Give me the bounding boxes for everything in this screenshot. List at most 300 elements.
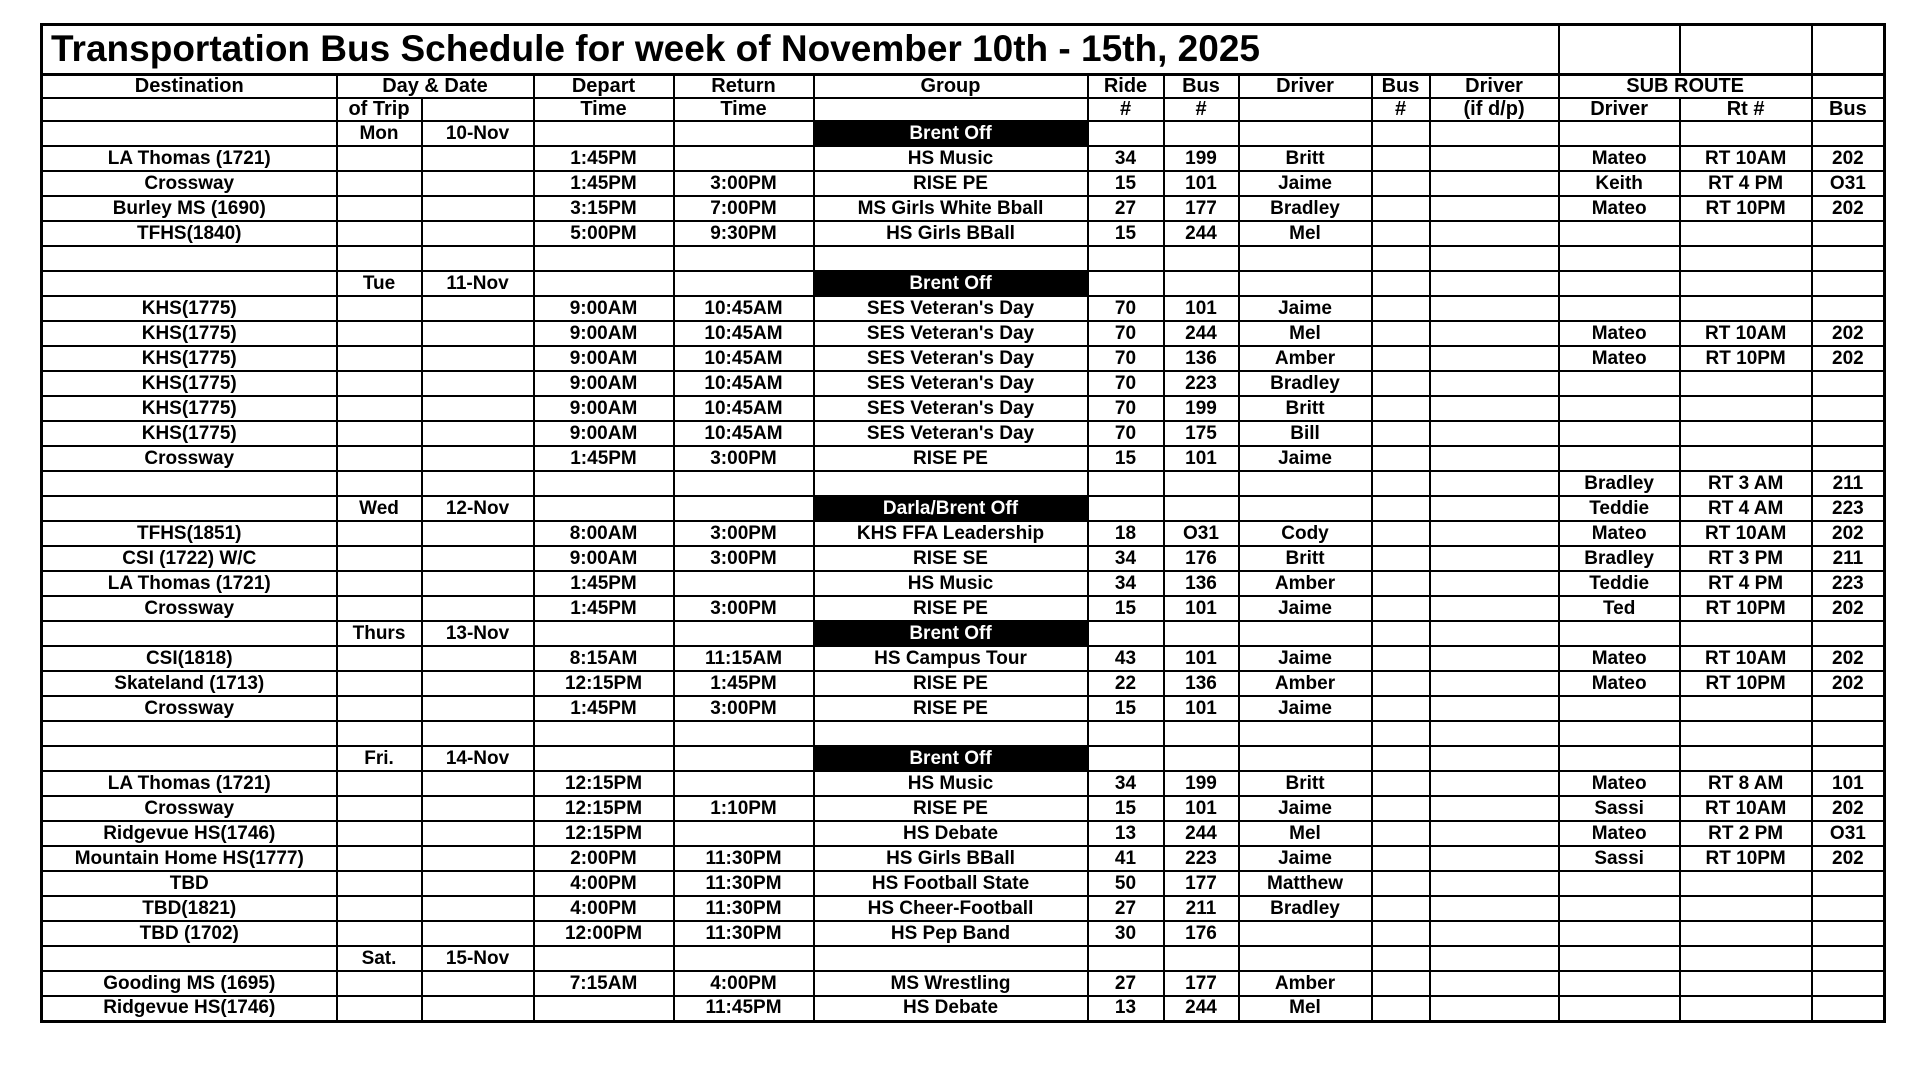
cell-group[interactable]: Darla/Brent Off <box>814 496 1088 521</box>
cell-sub_driver[interactable]: Mateo <box>1559 346 1680 371</box>
cell-bus2[interactable] <box>1372 121 1430 146</box>
cell-bus[interactable]: 136 <box>1164 571 1239 596</box>
cell-sub_rt[interactable]: RT 4 PM <box>1680 171 1812 196</box>
cell-return[interactable]: 3:00PM <box>674 696 814 721</box>
cell-driver_dp[interactable] <box>1430 546 1559 571</box>
cell-sub_rt[interactable]: RT 10PM <box>1680 346 1812 371</box>
cell-sub_driver[interactable]: Teddie <box>1559 571 1680 596</box>
cell-bus[interactable]: 101 <box>1164 696 1239 721</box>
cell-sub_driver[interactable] <box>1559 996 1680 1021</box>
cell-destination[interactable]: Crossway <box>42 696 337 721</box>
cell-bus[interactable]: 177 <box>1164 871 1239 896</box>
cell-return[interactable] <box>674 946 814 971</box>
cell-driver[interactable] <box>1239 746 1372 771</box>
cell-driver[interactable]: Britt <box>1239 546 1372 571</box>
cell-driver[interactable] <box>1239 271 1372 296</box>
cell-sub_bus[interactable] <box>1812 371 1885 396</box>
cell-bus2[interactable] <box>1372 696 1430 721</box>
cell-date[interactable] <box>422 321 534 346</box>
cell-driver[interactable] <box>1239 121 1372 146</box>
cell-bus[interactable]: 176 <box>1164 546 1239 571</box>
cell-sub_rt[interactable] <box>1680 271 1812 296</box>
cell-return[interactable]: 10:45AM <box>674 346 814 371</box>
cell-group[interactable]: MS Wrestling <box>814 971 1088 996</box>
cell-date[interactable] <box>422 796 534 821</box>
cell-ride[interactable] <box>1088 246 1164 271</box>
cell-bus2[interactable] <box>1372 946 1430 971</box>
cell-driver_dp[interactable] <box>1430 396 1559 421</box>
cell-sub_bus[interactable]: 202 <box>1812 646 1885 671</box>
cell-driver[interactable]: Mel <box>1239 821 1372 846</box>
cell-ride[interactable]: 50 <box>1088 871 1164 896</box>
cell-bus2[interactable] <box>1372 221 1430 246</box>
cell-date[interactable] <box>422 871 534 896</box>
cell-return[interactable] <box>674 746 814 771</box>
cell-bus[interactable]: 101 <box>1164 646 1239 671</box>
cell-bus2[interactable] <box>1372 771 1430 796</box>
cell-bus2[interactable] <box>1372 746 1430 771</box>
cell-ride[interactable]: 30 <box>1088 921 1164 946</box>
cell-depart[interactable]: 8:15AM <box>534 646 674 671</box>
cell-date[interactable] <box>422 921 534 946</box>
cell-driver[interactable]: Britt <box>1239 771 1372 796</box>
cell-sub_bus[interactable]: 202 <box>1812 346 1885 371</box>
cell-return[interactable]: 1:10PM <box>674 796 814 821</box>
cell-date[interactable] <box>422 896 534 921</box>
cell-sub_driver[interactable] <box>1559 696 1680 721</box>
cell-depart[interactable]: 9:00AM <box>534 421 674 446</box>
cell-date[interactable] <box>422 846 534 871</box>
cell-bus2[interactable] <box>1372 321 1430 346</box>
cell-day[interactable] <box>337 221 422 246</box>
subheader-driver-blank[interactable] <box>1239 98 1372 121</box>
cell-depart[interactable]: 4:00PM <box>534 871 674 896</box>
cell-driver_dp[interactable] <box>1430 471 1559 496</box>
cell-driver_dp[interactable] <box>1430 296 1559 321</box>
cell-date[interactable] <box>422 546 534 571</box>
cell-sub_driver[interactable]: Keith <box>1559 171 1680 196</box>
cell-sub_rt[interactable]: RT 10AM <box>1680 146 1812 171</box>
col-header-sub-bus-spacer[interactable] <box>1812 75 1885 99</box>
cell-group[interactable]: KHS FFA Leadership <box>814 521 1088 546</box>
cell-bus2[interactable] <box>1372 421 1430 446</box>
cell-destination[interactable]: TBD(1821) <box>42 896 337 921</box>
cell-sub_driver[interactable] <box>1559 721 1680 746</box>
cell-sub_bus[interactable] <box>1812 271 1885 296</box>
cell-sub_rt[interactable] <box>1680 221 1812 246</box>
cell-sub_rt[interactable]: RT 8 AM <box>1680 771 1812 796</box>
cell-depart[interactable]: 2:00PM <box>534 846 674 871</box>
cell-ride[interactable]: 13 <box>1088 821 1164 846</box>
cell-ride[interactable]: 27 <box>1088 971 1164 996</box>
cell-date[interactable] <box>422 571 534 596</box>
subheader-sub-rt[interactable]: Rt # <box>1680 98 1812 121</box>
cell-date[interactable]: 11-Nov <box>422 271 534 296</box>
cell-sub_bus[interactable]: 211 <box>1812 546 1885 571</box>
cell-return[interactable]: 11:30PM <box>674 846 814 871</box>
cell-sub_rt[interactable] <box>1680 371 1812 396</box>
cell-sub_rt[interactable] <box>1680 246 1812 271</box>
cell-bus2[interactable] <box>1372 571 1430 596</box>
cell-group[interactable]: RISE PE <box>814 671 1088 696</box>
cell-driver_dp[interactable] <box>1430 196 1559 221</box>
cell-sub_driver[interactable]: Teddie <box>1559 496 1680 521</box>
cell-bus2[interactable] <box>1372 596 1430 621</box>
cell-driver[interactable]: Jaime <box>1239 596 1372 621</box>
cell-driver_dp[interactable] <box>1430 246 1559 271</box>
cell-ride[interactable] <box>1088 721 1164 746</box>
title-spacer-cell[interactable] <box>1559 25 1680 75</box>
cell-ride[interactable]: 70 <box>1088 396 1164 421</box>
cell-sub_bus[interactable] <box>1812 296 1885 321</box>
cell-sub_rt[interactable] <box>1680 121 1812 146</box>
cell-group[interactable] <box>814 946 1088 971</box>
cell-depart[interactable]: 12:15PM <box>534 796 674 821</box>
col-header-group[interactable]: Group <box>814 75 1088 99</box>
cell-driver_dp[interactable] <box>1430 521 1559 546</box>
cell-driver[interactable]: Cody <box>1239 521 1372 546</box>
cell-depart[interactable]: 1:45PM <box>534 446 674 471</box>
cell-group[interactable]: HS Girls BBall <box>814 221 1088 246</box>
cell-sub_rt[interactable] <box>1680 996 1812 1021</box>
cell-sub_rt[interactable] <box>1680 871 1812 896</box>
cell-bus2[interactable] <box>1372 471 1430 496</box>
cell-group[interactable]: HS Campus Tour <box>814 646 1088 671</box>
cell-sub_rt[interactable] <box>1680 696 1812 721</box>
cell-bus2[interactable] <box>1372 271 1430 296</box>
cell-bus[interactable] <box>1164 471 1239 496</box>
cell-driver[interactable]: Bradley <box>1239 196 1372 221</box>
cell-driver[interactable]: Jaime <box>1239 446 1372 471</box>
cell-sub_rt[interactable]: RT 10AM <box>1680 321 1812 346</box>
subheader-sub-bus[interactable]: Bus <box>1812 98 1885 121</box>
cell-bus[interactable] <box>1164 946 1239 971</box>
cell-return[interactable]: 11:30PM <box>674 871 814 896</box>
col-header-return[interactable]: Return <box>674 75 814 99</box>
cell-sub_bus[interactable] <box>1812 121 1885 146</box>
cell-ride[interactable]: 70 <box>1088 321 1164 346</box>
cell-group[interactable]: RISE PE <box>814 171 1088 196</box>
cell-day[interactable] <box>337 646 422 671</box>
cell-date[interactable] <box>422 596 534 621</box>
cell-bus2[interactable] <box>1372 521 1430 546</box>
cell-driver[interactable]: Bradley <box>1239 371 1372 396</box>
cell-group[interactable]: HS Cheer-Football <box>814 896 1088 921</box>
cell-bus[interactable]: 244 <box>1164 321 1239 346</box>
cell-date[interactable] <box>422 671 534 696</box>
cell-bus2[interactable] <box>1372 371 1430 396</box>
cell-driver[interactable]: Amber <box>1239 346 1372 371</box>
cell-sub_rt[interactable]: RT 2 PM <box>1680 821 1812 846</box>
cell-group[interactable] <box>814 471 1088 496</box>
cell-sub_bus[interactable]: 202 <box>1812 846 1885 871</box>
cell-return[interactable]: 11:30PM <box>674 921 814 946</box>
col-header-destination[interactable]: Destination <box>42 75 337 99</box>
cell-sub_driver[interactable]: Mateo <box>1559 646 1680 671</box>
cell-sub_driver[interactable]: Mateo <box>1559 671 1680 696</box>
cell-depart[interactable] <box>534 471 674 496</box>
col-header-day-date[interactable]: Day & Date <box>337 75 534 99</box>
cell-destination[interactable] <box>42 271 337 296</box>
cell-return[interactable]: 3:00PM <box>674 171 814 196</box>
cell-destination[interactable]: TFHS(1851) <box>42 521 337 546</box>
cell-ride[interactable] <box>1088 621 1164 646</box>
cell-group[interactable]: HS Football State <box>814 871 1088 896</box>
cell-ride[interactable] <box>1088 121 1164 146</box>
cell-bus[interactable] <box>1164 496 1239 521</box>
cell-depart[interactable]: 9:00AM <box>534 546 674 571</box>
cell-driver[interactable] <box>1239 496 1372 521</box>
cell-sub_bus[interactable]: 202 <box>1812 196 1885 221</box>
cell-return[interactable] <box>674 821 814 846</box>
cell-sub_bus[interactable]: 202 <box>1812 796 1885 821</box>
cell-group[interactable]: HS Debate <box>814 996 1088 1021</box>
cell-day[interactable]: Wed <box>337 496 422 521</box>
cell-sub_bus[interactable] <box>1812 621 1885 646</box>
cell-destination[interactable]: KHS(1775) <box>42 321 337 346</box>
col-header-depart[interactable]: Depart <box>534 75 674 99</box>
page-title[interactable]: Transportation Bus Schedule for week of November 10th - 15th, 2025 <box>42 25 1559 75</box>
subheader-return-time[interactable]: Time <box>674 98 814 121</box>
cell-sub_rt[interactable]: RT 10AM <box>1680 796 1812 821</box>
cell-driver_dp[interactable] <box>1430 221 1559 246</box>
cell-sub_rt[interactable] <box>1680 296 1812 321</box>
cell-destination[interactable]: Gooding MS (1695) <box>42 971 337 996</box>
cell-sub_bus[interactable] <box>1812 446 1885 471</box>
cell-ride[interactable]: 15 <box>1088 171 1164 196</box>
cell-driver[interactable]: Amber <box>1239 671 1372 696</box>
cell-ride[interactable] <box>1088 271 1164 296</box>
cell-driver_dp[interactable] <box>1430 446 1559 471</box>
cell-bus[interactable] <box>1164 721 1239 746</box>
cell-bus[interactable] <box>1164 121 1239 146</box>
cell-day[interactable] <box>337 371 422 396</box>
cell-ride[interactable] <box>1088 746 1164 771</box>
cell-return[interactable]: 10:45AM <box>674 421 814 446</box>
cell-sub_driver[interactable] <box>1559 871 1680 896</box>
cell-sub_rt[interactable] <box>1680 446 1812 471</box>
cell-return[interactable]: 3:00PM <box>674 446 814 471</box>
cell-ride[interactable]: 13 <box>1088 996 1164 1021</box>
cell-depart[interactable]: 1:45PM <box>534 146 674 171</box>
cell-destination[interactable]: LA Thomas (1721) <box>42 771 337 796</box>
cell-destination[interactable] <box>42 746 337 771</box>
cell-driver[interactable] <box>1239 621 1372 646</box>
cell-destination[interactable] <box>42 721 337 746</box>
cell-destination[interactable] <box>42 121 337 146</box>
cell-depart[interactable]: 1:45PM <box>534 696 674 721</box>
cell-bus2[interactable] <box>1372 296 1430 321</box>
cell-bus[interactable]: 176 <box>1164 921 1239 946</box>
cell-return[interactable]: 3:00PM <box>674 596 814 621</box>
cell-return[interactable] <box>674 771 814 796</box>
cell-bus[interactable] <box>1164 271 1239 296</box>
cell-bus[interactable]: 211 <box>1164 896 1239 921</box>
cell-destination[interactable]: Ridgevue HS(1746) <box>42 821 337 846</box>
cell-sub_rt[interactable]: RT 4 AM <box>1680 496 1812 521</box>
cell-sub_driver[interactable] <box>1559 371 1680 396</box>
cell-driver_dp[interactable] <box>1430 796 1559 821</box>
cell-group[interactable] <box>814 246 1088 271</box>
cell-destination[interactable] <box>42 471 337 496</box>
cell-destination[interactable]: KHS(1775) <box>42 371 337 396</box>
cell-driver_dp[interactable] <box>1430 496 1559 521</box>
cell-bus[interactable]: 223 <box>1164 846 1239 871</box>
cell-day[interactable] <box>337 971 422 996</box>
cell-driver[interactable]: Amber <box>1239 571 1372 596</box>
cell-sub_rt[interactable] <box>1680 946 1812 971</box>
cell-sub_bus[interactable] <box>1812 971 1885 996</box>
cell-date[interactable] <box>422 371 534 396</box>
cell-bus2[interactable] <box>1372 346 1430 371</box>
cell-destination[interactable]: TBD <box>42 871 337 896</box>
cell-day[interactable] <box>337 521 422 546</box>
cell-sub_rt[interactable]: RT 4 PM <box>1680 571 1812 596</box>
cell-bus2[interactable] <box>1372 396 1430 421</box>
cell-driver_dp[interactable] <box>1430 946 1559 971</box>
cell-depart[interactable]: 4:00PM <box>534 896 674 921</box>
cell-depart[interactable] <box>534 496 674 521</box>
cell-sub_bus[interactable]: 202 <box>1812 596 1885 621</box>
cell-day[interactable] <box>337 771 422 796</box>
col-header-driver[interactable]: Driver <box>1239 75 1372 99</box>
cell-date[interactable] <box>422 296 534 321</box>
cell-return[interactable] <box>674 721 814 746</box>
subheader-driver2-note[interactable]: (if d/p) <box>1430 98 1559 121</box>
cell-sub_driver[interactable] <box>1559 246 1680 271</box>
cell-date[interactable] <box>422 396 534 421</box>
cell-sub_driver[interactable]: Mateo <box>1559 146 1680 171</box>
cell-return[interactable] <box>674 121 814 146</box>
cell-destination[interactable] <box>42 621 337 646</box>
cell-bus[interactable]: 199 <box>1164 771 1239 796</box>
cell-depart[interactable]: 5:00PM <box>534 221 674 246</box>
cell-driver_dp[interactable] <box>1430 271 1559 296</box>
cell-ride[interactable]: 41 <box>1088 846 1164 871</box>
title-spacer-cell[interactable] <box>1680 25 1812 75</box>
cell-ride[interactable] <box>1088 471 1164 496</box>
cell-driver_dp[interactable] <box>1430 971 1559 996</box>
subheader-destination-blank[interactable] <box>42 98 337 121</box>
cell-day[interactable] <box>337 171 422 196</box>
cell-sub_bus[interactable]: O31 <box>1812 171 1885 196</box>
cell-date[interactable] <box>422 471 534 496</box>
cell-ride[interactable]: 70 <box>1088 421 1164 446</box>
cell-day[interactable] <box>337 671 422 696</box>
cell-sub_rt[interactable] <box>1680 721 1812 746</box>
cell-destination[interactable]: Crossway <box>42 596 337 621</box>
cell-group[interactable]: SES Veteran's Day <box>814 296 1088 321</box>
cell-sub_bus[interactable] <box>1812 946 1885 971</box>
cell-sub_driver[interactable] <box>1559 421 1680 446</box>
cell-sub_driver[interactable]: Bradley <box>1559 546 1680 571</box>
cell-sub_rt[interactable]: RT 10AM <box>1680 646 1812 671</box>
cell-return[interactable]: 4:00PM <box>674 971 814 996</box>
cell-group[interactable]: HS Pep Band <box>814 921 1088 946</box>
cell-return[interactable]: 10:45AM <box>674 321 814 346</box>
subheader-depart-time[interactable]: Time <box>534 98 674 121</box>
cell-driver[interactable]: Mel <box>1239 221 1372 246</box>
cell-date[interactable]: 12-Nov <box>422 496 534 521</box>
cell-sub_driver[interactable]: Sassi <box>1559 796 1680 821</box>
cell-ride[interactable]: 34 <box>1088 546 1164 571</box>
cell-date[interactable] <box>422 821 534 846</box>
cell-depart[interactable] <box>534 621 674 646</box>
cell-bus2[interactable] <box>1372 446 1430 471</box>
cell-date[interactable] <box>422 421 534 446</box>
cell-driver_dp[interactable] <box>1430 596 1559 621</box>
cell-ride[interactable]: 27 <box>1088 896 1164 921</box>
cell-driver[interactable] <box>1239 471 1372 496</box>
cell-day[interactable]: Sat. <box>337 946 422 971</box>
cell-driver_dp[interactable] <box>1430 871 1559 896</box>
cell-day[interactable] <box>337 296 422 321</box>
cell-destination[interactable]: Crossway <box>42 171 337 196</box>
cell-return[interactable] <box>674 621 814 646</box>
cell-date[interactable] <box>422 721 534 746</box>
cell-sub_driver[interactable]: Mateo <box>1559 196 1680 221</box>
cell-ride[interactable]: 22 <box>1088 671 1164 696</box>
cell-day[interactable] <box>337 346 422 371</box>
cell-ride[interactable] <box>1088 496 1164 521</box>
cell-depart[interactable] <box>534 271 674 296</box>
cell-driver[interactable]: Bill <box>1239 421 1372 446</box>
cell-group[interactable]: SES Veteran's Day <box>814 371 1088 396</box>
cell-sub_driver[interactable] <box>1559 296 1680 321</box>
cell-bus[interactable]: 244 <box>1164 221 1239 246</box>
cell-sub_bus[interactable] <box>1812 421 1885 446</box>
cell-ride[interactable]: 70 <box>1088 296 1164 321</box>
cell-date[interactable] <box>422 971 534 996</box>
cell-sub_bus[interactable]: 211 <box>1812 471 1885 496</box>
cell-sub_bus[interactable]: 202 <box>1812 321 1885 346</box>
cell-ride[interactable]: 70 <box>1088 346 1164 371</box>
cell-sub_bus[interactable] <box>1812 696 1885 721</box>
cell-depart[interactable] <box>534 946 674 971</box>
cell-driver_dp[interactable] <box>1430 571 1559 596</box>
cell-depart[interactable]: 9:00AM <box>534 321 674 346</box>
subheader-group-blank[interactable] <box>814 98 1088 121</box>
cell-bus[interactable]: 136 <box>1164 671 1239 696</box>
cell-bus[interactable]: 244 <box>1164 821 1239 846</box>
subheader-bus2-number[interactable]: # <box>1372 98 1430 121</box>
cell-destination[interactable]: Burley MS (1690) <box>42 196 337 221</box>
cell-day[interactable]: Fri. <box>337 746 422 771</box>
cell-bus[interactable]: 136 <box>1164 346 1239 371</box>
cell-bus2[interactable] <box>1372 721 1430 746</box>
cell-sub_driver[interactable]: Mateo <box>1559 771 1680 796</box>
cell-sub_rt[interactable]: RT 3 PM <box>1680 546 1812 571</box>
cell-sub_driver[interactable] <box>1559 746 1680 771</box>
cell-driver_dp[interactable] <box>1430 371 1559 396</box>
cell-bus2[interactable] <box>1372 546 1430 571</box>
cell-driver[interactable]: Matthew <box>1239 871 1372 896</box>
cell-driver_dp[interactable] <box>1430 896 1559 921</box>
cell-destination[interactable]: TFHS(1840) <box>42 221 337 246</box>
cell-sub_driver[interactable] <box>1559 621 1680 646</box>
cell-driver_dp[interactable] <box>1430 921 1559 946</box>
cell-driver_dp[interactable] <box>1430 771 1559 796</box>
cell-group[interactable]: HS Debate <box>814 821 1088 846</box>
cell-day[interactable] <box>337 546 422 571</box>
cell-return[interactable] <box>674 271 814 296</box>
cell-sub_rt[interactable]: RT 10PM <box>1680 596 1812 621</box>
cell-bus2[interactable] <box>1372 871 1430 896</box>
cell-sub_bus[interactable]: 223 <box>1812 496 1885 521</box>
cell-ride[interactable]: 15 <box>1088 696 1164 721</box>
cell-sub_bus[interactable] <box>1812 746 1885 771</box>
cell-driver[interactable]: Britt <box>1239 146 1372 171</box>
